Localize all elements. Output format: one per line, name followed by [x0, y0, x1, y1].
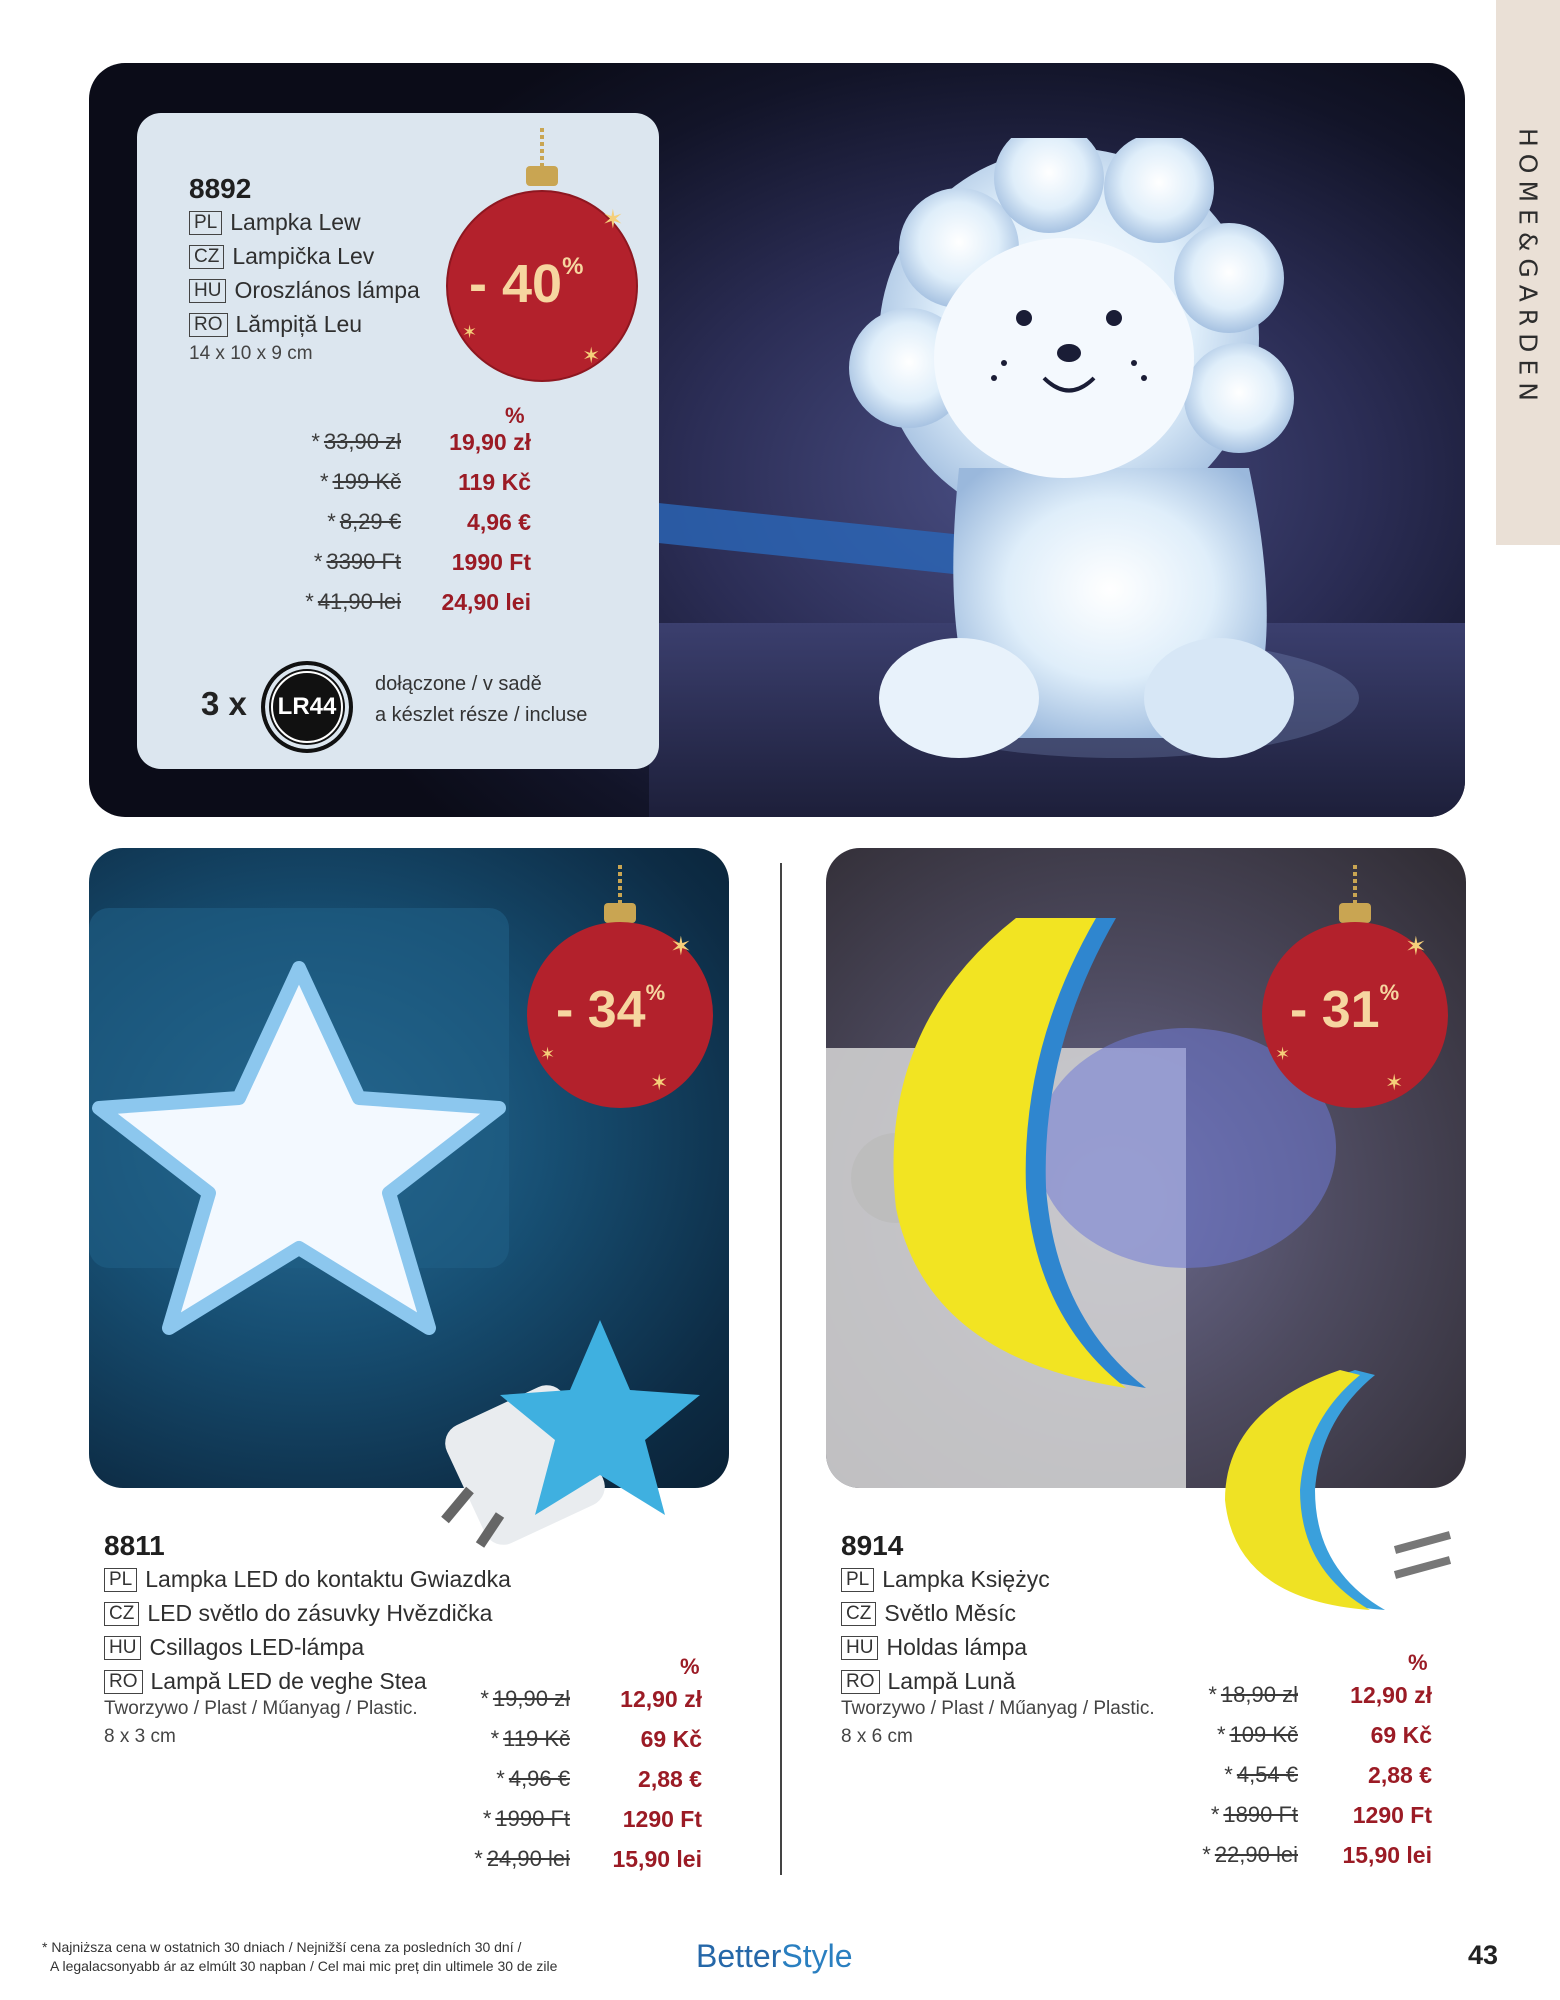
product-name-text: Csillagos LED-lámpa — [149, 1634, 365, 1660]
brand-logo: BetterStyle — [696, 1938, 853, 1974]
page-number: 43 — [1468, 1940, 1499, 1970]
lang-code: RO — [841, 1670, 880, 1694]
star-plug-image — [440, 1300, 730, 1590]
battery-quantity: 3 x — [201, 685, 247, 722]
svg-text:✶: ✶ — [582, 343, 601, 368]
product-name-text: Světlo Měsíc — [884, 1600, 1016, 1626]
product-name-cz — [841, 1600, 1016, 1627]
product-dimensions: 8 x 3 cm — [104, 1726, 176, 1747]
product-name-text: Lămpiță Leu — [235, 311, 363, 337]
discount-value: - 40% — [469, 253, 584, 314]
lang-code: RO — [189, 313, 228, 337]
price-old-ron: * 24,90 lei — [474, 1846, 570, 1871]
svg-text:✶: ✶ — [650, 1070, 669, 1095]
product-name-hu — [189, 277, 420, 304]
svg-text:✶: ✶ — [462, 322, 478, 342]
product-name-text: Lampka Lew — [230, 209, 361, 235]
product-name-text: Oroszlános lámpa — [234, 277, 420, 303]
product-sku: 8811 — [104, 1530, 165, 1561]
product-name-pl — [189, 209, 361, 236]
price-old-czk: * 109 Kč — [1216, 1722, 1298, 1747]
price-new-eur: 4,96 € — [467, 509, 531, 535]
price-old-czk: * 199 Kč — [319, 469, 401, 494]
product-name-text: Holdas lámpa — [886, 1634, 1028, 1660]
hero-banner — [89, 63, 1465, 817]
section-tab-label: HOME&GARDEN — [1513, 128, 1543, 408]
svg-text:✶: ✶ — [1405, 931, 1427, 961]
product-name-hu — [841, 1634, 1027, 1661]
percent-header: % — [1408, 1650, 1428, 1675]
battery-type-badge: LR44 — [261, 661, 353, 753]
price-old-pln: * 33,90 zł — [311, 429, 401, 454]
discount-value: - 31% — [1290, 980, 1400, 1039]
product-name-text: Lampka Księżyc — [882, 1566, 1050, 1592]
product-sku: 8914 — [841, 1530, 904, 1561]
percent-header: % — [505, 403, 525, 428]
price-old-eur: * 8,29 € — [327, 509, 401, 534]
product-name-ro — [189, 311, 362, 338]
product-sku: 8892 — [189, 173, 252, 204]
price-old-huf: * 1990 Ft — [482, 1806, 570, 1831]
lang-code: HU — [104, 1636, 141, 1660]
product-material: Tworzywo / Plast / Műanyag / Plastic. — [841, 1698, 1155, 1719]
section-tab — [1496, 0, 1560, 545]
price-new-pln: 12,90 zł — [620, 1686, 702, 1712]
price-new-eur: 2,88 € — [1368, 1762, 1432, 1788]
price-old-eur: * 4,54 € — [1224, 1762, 1298, 1787]
product-dimensions: 8 x 6 cm — [841, 1726, 913, 1747]
hero-info-card — [137, 113, 659, 769]
svg-text:✶: ✶ — [670, 931, 692, 961]
price-new-czk: 119 Kč — [458, 469, 531, 495]
battery-note: dołączone / v sadě a készlet része / incluse — [375, 673, 588, 726]
price-new-pln: 12,90 zł — [1350, 1682, 1432, 1708]
lang-code: PL — [189, 211, 222, 235]
svg-text:✶: ✶ — [540, 1044, 556, 1064]
price-old-huf: * 1890 Ft — [1210, 1802, 1298, 1827]
price-new-ron: 24,90 lei — [441, 589, 531, 615]
price-old-ron: * 41,90 lei — [305, 589, 401, 614]
price-old-czk: * 119 Kč — [490, 1726, 570, 1751]
product-name-pl — [104, 1566, 511, 1593]
product-name-text: Lampă Lună — [887, 1668, 1016, 1694]
price-new-huf: 1290 Ft — [1352, 1802, 1432, 1828]
price-old-eur: * 4,96 € — [496, 1766, 570, 1791]
product-name-cz — [104, 1600, 492, 1627]
price-old-pln: * 19,90 zł — [480, 1686, 570, 1711]
svg-text:✶: ✶ — [1275, 1044, 1291, 1064]
price-new-eur: 2,88 € — [638, 1766, 702, 1792]
price-old-ron: * 22,90 lei — [1202, 1842, 1298, 1867]
price-new-czk: 69 Kč — [640, 1726, 702, 1752]
price-new-ron: 15,90 lei — [612, 1846, 702, 1872]
discount-value: - 34% — [556, 980, 666, 1039]
svg-text:✶: ✶ — [1385, 1070, 1404, 1095]
product-name-pl — [841, 1566, 1050, 1593]
lang-code: HU — [841, 1636, 878, 1660]
lang-code: CZ — [104, 1602, 139, 1626]
lang-code: PL — [104, 1568, 137, 1592]
product-name-hu — [104, 1634, 364, 1661]
product-material: Tworzywo / Plast / Műanyag / Plastic. — [104, 1698, 418, 1719]
price-new-huf: 1990 Ft — [451, 549, 531, 575]
price-new-pln: 19,90 zł — [449, 429, 531, 455]
price-old-pln: * 18,90 zł — [1208, 1682, 1298, 1707]
price-new-ron: 15,90 lei — [1342, 1842, 1432, 1868]
product-name-text: Lampička Lev — [232, 243, 375, 269]
moon-plug-image — [1225, 1350, 1465, 1630]
svg-text:✶: ✶ — [602, 204, 624, 234]
product-name-ro — [841, 1668, 1015, 1695]
lang-code: HU — [189, 279, 226, 303]
lang-code: PL — [841, 1568, 874, 1592]
lang-code: CZ — [189, 245, 224, 269]
price-new-huf: 1290 Ft — [622, 1806, 702, 1832]
product-dimensions: 14 x 10 x 9 cm — [189, 343, 313, 364]
product-name-text: LED světlo do zásuvky Hvězdička — [147, 1600, 493, 1626]
lion-lamp-image — [849, 138, 1369, 788]
price-old-huf: * 3390 Ft — [313, 549, 401, 574]
product-name-text: Lampă LED de veghe Stea — [150, 1668, 427, 1694]
lang-code: CZ — [841, 1602, 876, 1626]
price-new-czk: 69 Kč — [1370, 1722, 1432, 1748]
percent-header: % — [680, 1654, 700, 1679]
product-name-cz — [189, 243, 374, 270]
column-divider — [780, 863, 782, 1875]
price-footnote: * Najniższa cena w ostatnich 30 dniach / Nejnižší cena za posledních 30 dní / A legalacsonyabb ár az elmúlt 30 napban / Cel mai mic preț din ultimele 30 de zile — [42, 1939, 558, 1974]
lang-code: RO — [104, 1670, 143, 1694]
product-name-ro — [104, 1668, 427, 1695]
product-name-text: Lampka LED do kontaktu Gwiazdka — [145, 1566, 511, 1592]
